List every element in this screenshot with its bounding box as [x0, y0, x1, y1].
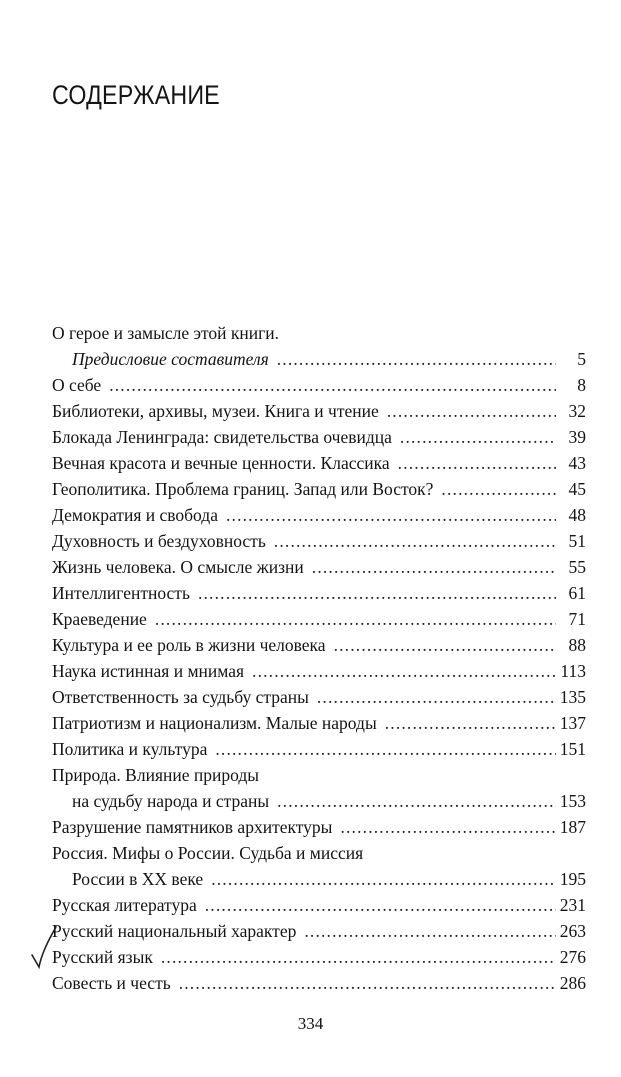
dot-leader	[277, 346, 556, 372]
page-number: 334	[297, 1014, 324, 1033]
toc-entry-title: Жизнь человека. О смысле жизни	[52, 557, 304, 577]
toc-entry-page: 51	[568, 531, 586, 551]
toc-entry-title: Политика и культура	[52, 739, 208, 759]
dot-leader	[274, 528, 556, 554]
toc-entry-title: Демократия и свобода	[52, 505, 218, 525]
toc-entry	[52, 450, 586, 476]
toc-entry-title: Совесть и честь	[52, 973, 171, 993]
handwritten-checkmark-icon	[30, 925, 66, 975]
toc-entry	[52, 398, 586, 424]
toc-entry-title: Наука истинная и мнимая	[52, 661, 245, 681]
toc-entry-page: 8	[577, 375, 586, 395]
toc-entry-page: 153	[559, 791, 586, 811]
dot-leader	[211, 866, 556, 892]
dot-leader	[179, 970, 556, 996]
toc-entry	[52, 372, 586, 398]
toc-entry	[52, 320, 586, 346]
toc-entry	[52, 970, 586, 996]
toc-entry-page: 135	[559, 687, 586, 707]
toc-entry-title: Геополитика. Проблема границ. Запад или Восток?	[52, 479, 434, 499]
toc-entry-title: Интеллигентность	[52, 583, 190, 603]
toc-entry-page: 137	[559, 713, 586, 733]
toc-entry-title: Духовность и бездуховность	[52, 531, 266, 551]
dot-leader	[400, 424, 556, 450]
toc-entry	[52, 814, 586, 840]
toc-entry	[52, 736, 586, 762]
toc-entry	[52, 606, 586, 632]
toc-entry-page: 71	[568, 609, 586, 629]
toc-entry-page: 113	[560, 661, 586, 681]
toc-entry	[52, 710, 586, 736]
dot-leader	[252, 658, 556, 684]
toc-entry-page: 195	[559, 869, 586, 889]
dot-leader	[161, 944, 556, 970]
dot-leader	[441, 476, 556, 502]
dot-leader	[198, 580, 556, 606]
toc-entry	[52, 554, 586, 580]
dot-leader	[398, 450, 556, 476]
toc-entry-title: Россия. Мифы о России. Судьба и миссия	[52, 843, 364, 863]
toc-entry	[52, 658, 586, 684]
toc-entry	[52, 502, 586, 528]
toc-entry-title: Блокада Ленинграда: свидетельства очевидца	[52, 427, 392, 447]
toc-entry-page: 55	[568, 557, 586, 577]
toc-entry	[52, 684, 586, 710]
toc-entry	[52, 346, 586, 372]
toc-entry-page: 231	[559, 895, 586, 915]
toc-entry-title: Патриотизм и национализм. Малые народы	[52, 713, 377, 733]
toc-entry-page: 276	[559, 947, 586, 967]
toc-entry-page: 5	[577, 349, 586, 369]
toc-entry-page: 39	[568, 427, 586, 447]
toc-entry-page: 61	[568, 583, 586, 603]
toc-entry-title: на судьбу народа и страны	[72, 791, 270, 811]
toc-entry	[52, 840, 586, 866]
toc-entry-title: Библиотеки, архивы, музеи. Книга и чтение	[52, 401, 379, 421]
dot-leader	[215, 736, 555, 762]
toc-entry-title: Ответственность за судьбу страны	[52, 687, 309, 707]
toc-entry	[52, 762, 586, 788]
dot-leader	[226, 502, 556, 528]
toc-entry	[52, 580, 586, 606]
toc-entry-title: Разрушение памятников архитектуры	[52, 817, 333, 837]
contents-heading: СОДЕРЖАНИЕ	[52, 80, 220, 110]
toc-entry-title: О себе	[52, 375, 102, 395]
toc-entry	[52, 528, 586, 554]
toc-entry	[52, 788, 586, 814]
dot-leader	[109, 372, 556, 398]
toc-entry	[52, 866, 586, 892]
toc-entry-title: России в XX веке	[72, 869, 204, 889]
toc-entry-title: Русская литература	[52, 895, 197, 915]
dot-leader	[385, 710, 556, 736]
toc-entry	[52, 918, 586, 944]
toc-entry-page: 187	[559, 817, 586, 837]
toc-entry-page: 43	[568, 453, 586, 473]
toc-entry	[52, 944, 586, 970]
dot-leader	[304, 918, 555, 944]
dot-leader	[205, 892, 556, 918]
dot-leader	[334, 632, 556, 658]
toc-entry-title: Культура и ее роль в жизни человека	[52, 635, 326, 655]
toc-entry-page: 88	[568, 635, 586, 655]
dot-leader	[317, 684, 556, 710]
toc-entry-title: Краеведение	[52, 609, 147, 629]
toc-entry-title: Вечная красота и вечные ценности. Классика	[52, 453, 390, 473]
table-of-contents	[52, 320, 586, 996]
toc-entry-page: 286	[559, 973, 586, 993]
toc-entry	[52, 476, 586, 502]
toc-entry-title: Русский национальный характер	[52, 921, 297, 941]
dot-leader	[387, 398, 556, 424]
dot-leader	[277, 788, 556, 814]
toc-entry-page: 48	[568, 505, 586, 525]
dot-leader	[155, 606, 556, 632]
toc-entry-page: 32	[568, 401, 586, 421]
toc-entry-page: 151	[559, 739, 586, 759]
toc-entry	[52, 424, 586, 450]
toc-entry-title: Предисловие составителя	[72, 349, 269, 369]
toc-entry-title: Природа. Влияние природы	[52, 765, 260, 785]
toc-entry-title: О герое и замысле этой книги.	[52, 323, 280, 343]
dot-leader	[312, 554, 556, 580]
toc-entry	[52, 892, 586, 918]
dot-leader	[340, 814, 555, 840]
toc-entry-page: 45	[568, 479, 586, 499]
toc-entry	[52, 632, 586, 658]
toc-entry-title: Русский язык	[52, 947, 153, 967]
toc-entry-page: 263	[559, 921, 586, 941]
